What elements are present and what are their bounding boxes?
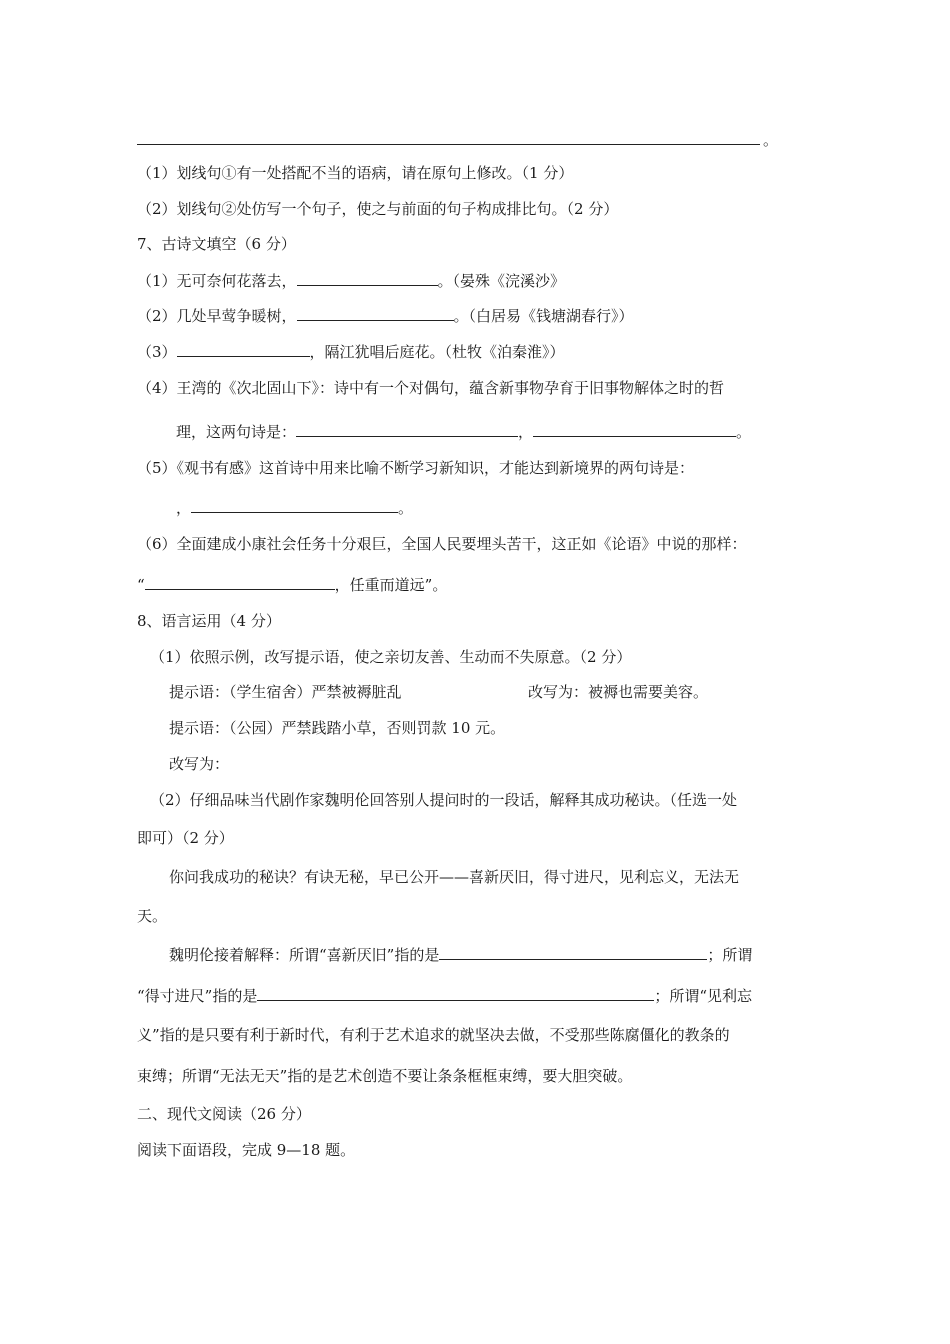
q8-task: 提示语：（公园）严禁践踏小草，否则罚款 10 元。 <box>169 719 506 737</box>
top-line-period: 。 <box>763 131 779 149</box>
fill-blank[interactable] <box>257 986 654 1001</box>
q7-item-6-line1: （6）全面建成小康社会任务十分艰巨，全国人民要埋头苦干，这正如《论语》中说的那样： <box>137 535 747 553</box>
part2-title: 二、现代文阅读（26 分） <box>137 1105 311 1123</box>
fill-blank[interactable] <box>191 498 398 513</box>
q7-item-4-line1: （4）王湾的《次北固山下》：诗中有一个对偶句，蕴含新事物孕育于旧事物解体之时的哲 <box>137 379 725 397</box>
fill-blank[interactable] <box>297 306 454 321</box>
q8-example-left: 提示语：（学生宿舍）严禁被褥脏乱 <box>169 683 402 701</box>
quote-line2: 天。 <box>137 907 168 925</box>
q7-item-4-line2: 理，这两句诗是： ， 。 <box>176 423 752 441</box>
q8-part2-line2: 即可）（2 分） <box>137 829 234 847</box>
q8-rewrite-label: 改写为： <box>169 755 230 773</box>
q7-item-1: （1）无可奈何花落去， 。（晏殊《浣溪沙》 <box>137 272 566 290</box>
q7-item-5-line2: ， 。 <box>176 499 414 517</box>
q7-title: 7、古诗文填空（6 分） <box>137 235 296 253</box>
explain-line1: 魏明伦接着解释：所谓“喜新厌旧”指的是 ；所谓 <box>169 946 753 964</box>
fill-blank[interactable] <box>297 271 438 286</box>
q8-example-right: 改写为：被褥也需要美容。 <box>528 683 709 701</box>
explain-line2: “得寸进尺”指的是 ；所谓“见利忘 <box>137 987 753 1005</box>
quote-line1: 你问我成功的秘诀？有诀无秘，早已公开——喜新厌旧，得寸进尺，见利忘义，无法无 <box>169 868 740 886</box>
part2-instruction: 阅读下面语段，完成 9—18 题。 <box>137 1141 356 1159</box>
q8-part2-line1: （2）仔细品味当代剧作家魏明伦回答别人提问时的一段话，解释其成功秘诀。（任选一处 <box>150 791 738 809</box>
fill-blank[interactable] <box>177 342 310 357</box>
q7-item-3: （3） ，隔江犹唱后庭花。（杜牧《泊秦淮》） <box>137 343 565 361</box>
q7-item-5-line1: （5）《观书有感》这首诗中用来比喻不断学习新知识，才能达到新境界的两句诗是： <box>137 459 695 477</box>
explain-line3: 义”指的是只要有利于新时代，有利于艺术追求的就坚决去做，不受那些陈腐僵化的教条的 <box>137 1026 730 1044</box>
q7-item-6-line2: “ ，任重而道远”。 <box>137 576 448 594</box>
fill-blank[interactable] <box>533 422 736 437</box>
answer-line-top <box>137 144 760 145</box>
fill-blank[interactable] <box>145 575 335 590</box>
explain-line4: 束缚；所谓“无法无天”指的是艺术创造不要让条条框框束缚，要大胆突破。 <box>137 1067 633 1085</box>
q8-part1: （1）依照示例，改写提示语，使之亲切友善、生动而不失原意。（2 分） <box>150 648 632 666</box>
fill-blank[interactable] <box>296 422 518 437</box>
q6-sub2: （2）划线句②处仿写一个句子，使之与前面的句子构成排比句。（2 分） <box>137 200 619 218</box>
fill-blank[interactable] <box>439 945 707 960</box>
q7-item-2: （2）几处早莺争暖树， 。（白居易《钱塘湖春行》） <box>137 307 634 325</box>
q8-title: 8、语言运用（4 分） <box>137 612 281 630</box>
q6-sub1: （1）划线句①有一处搭配不当的语病，请在原句上修改。（1 分） <box>137 164 574 182</box>
